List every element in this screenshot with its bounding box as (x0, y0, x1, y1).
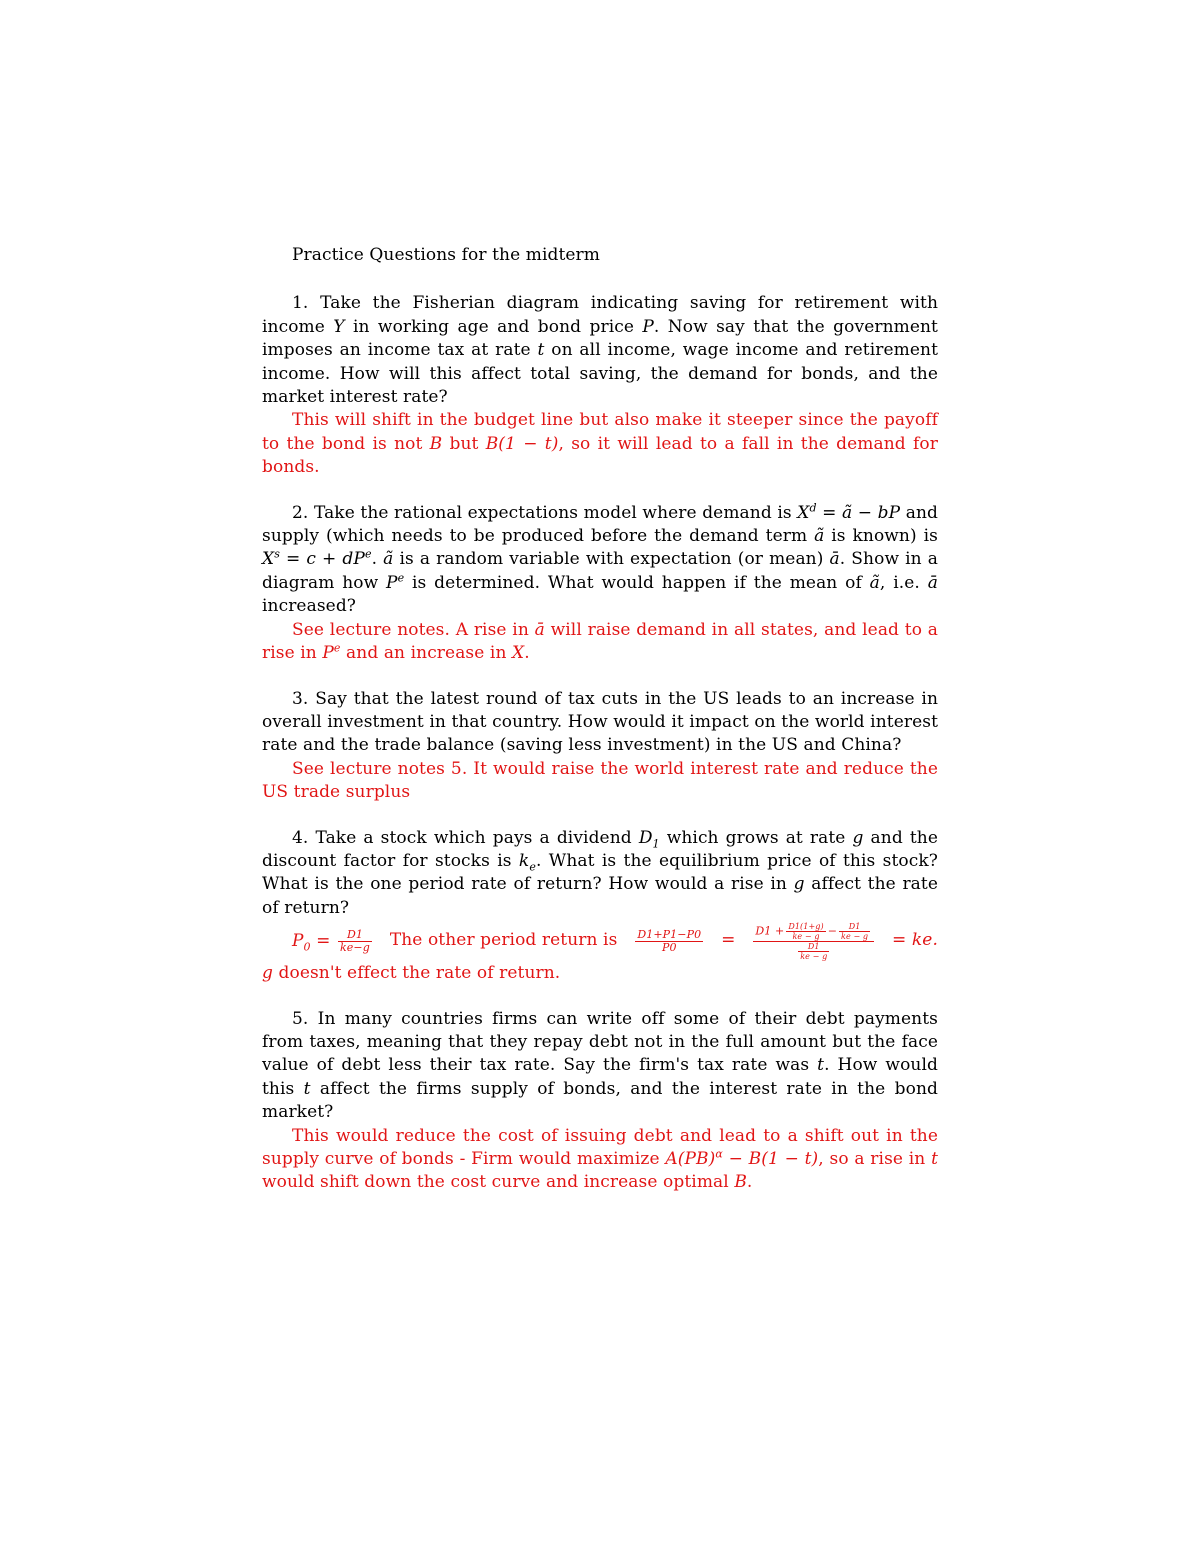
question-1 (262, 292, 938, 479)
question-3-text: 3. Say that the latest round of tax cuts in the US leads to an increase in overall investment in that country. How would it impact on the world interest rate and the trade balance (saving less investment) in the US and China? (262, 688, 938, 756)
return-fraction: $\frac{D1+P1-P0}{P0}$ (637, 927, 702, 954)
price-fraction: $\frac{D1}{ke-g}$ (340, 927, 370, 954)
answer-4-equation: $P_0$ = $\frac{D1}{ke-g}$ The other period return is $\frac{D1+P1-P0}{P0}$ = D1 + $\frac{D1(1+g)}{ke - g}$ − $\frac{D1}{ke - g}$ $\frac{D1}{ke - g}$ = ke. (292, 921, 938, 961)
document-body (262, 244, 938, 1217)
question-5 (262, 1008, 938, 1195)
price-formula: $P_0$ = $\frac{D1}{ke-g}$ (292, 927, 370, 954)
answer-4-tail: g doesn't effect the rate of return. (262, 963, 561, 984)
question-4-text: 4. Take a stock which pays a dividend $D_1$ which grows at rate g and the discount factor for stocks is $k_e$. What is the equilibrium price of this stock? What is the one period rate of return? How would a rise in g affect the rate of return? (262, 827, 938, 918)
question-3 (262, 688, 938, 805)
question-1-text: 1. Take the Fisherian diagram indicating saving for retirement with income Y in working age and bond price P. Now say that the government imposes an income tax at rate t on all income, wage income and retirement income. How will this affect total saving, the demand for bonds, and the market interest rate? (262, 293, 939, 408)
question-2 (262, 502, 938, 666)
answer-5: This would reduce the cost of issuing debt and lead to a shift out in the supply curve of bonds - Firm would maximize A(PB)$^\alpha$ − B(1 − t), so a rise in t would shift down the cost curve and increase optimal B. (262, 1125, 938, 1193)
return-label: The other period return is (389, 930, 618, 951)
answer-3: See lecture notes 5. It would raise the world interest rate and reduce the US trade surplus (262, 758, 938, 803)
return-result: = ke. (892, 930, 938, 951)
answer-2: See lecture notes. A rise in ā will raise demand in all states, and lead to a rise in $P^e$ and an increase in X. (262, 619, 938, 664)
question-2-text: 2. Take the rational expectations model where demand is $X^d$ = ã − bP and supply (which needs to be produced before the demand term ã is known) is $X^s = c + dP^e$. ã is a random variable with expectation (or mean) ā. Show in a diagram how $P^e$ is determined. What would happen if the mean of ã, i.e. ā increased? (262, 501, 938, 617)
answer-1: This will shift in the budget line but also make it steeper since the payoff to the bond is not B but B(1 − t), so it will lead to a fall in the demand for bonds. (262, 410, 938, 478)
page-title: Practice Questions for the midterm (292, 245, 601, 265)
question-4 (262, 827, 938, 986)
expanded-fraction: D1 + $\frac{D1(1+g)}{ke - g}$ − $\frac{D1}{ke - g}$ $\frac{D1}{ke - g}$ (753, 922, 874, 961)
question-5-text: 5. In many countries firms can write off some of their debt payments from taxes, meaning that they repay debt not in the full amount but the face value of debt less their tax rate. Say the firm's tax rate was t. How would this t affect the firms supply of bonds, and the interest rate in the bond market? (262, 1008, 938, 1123)
